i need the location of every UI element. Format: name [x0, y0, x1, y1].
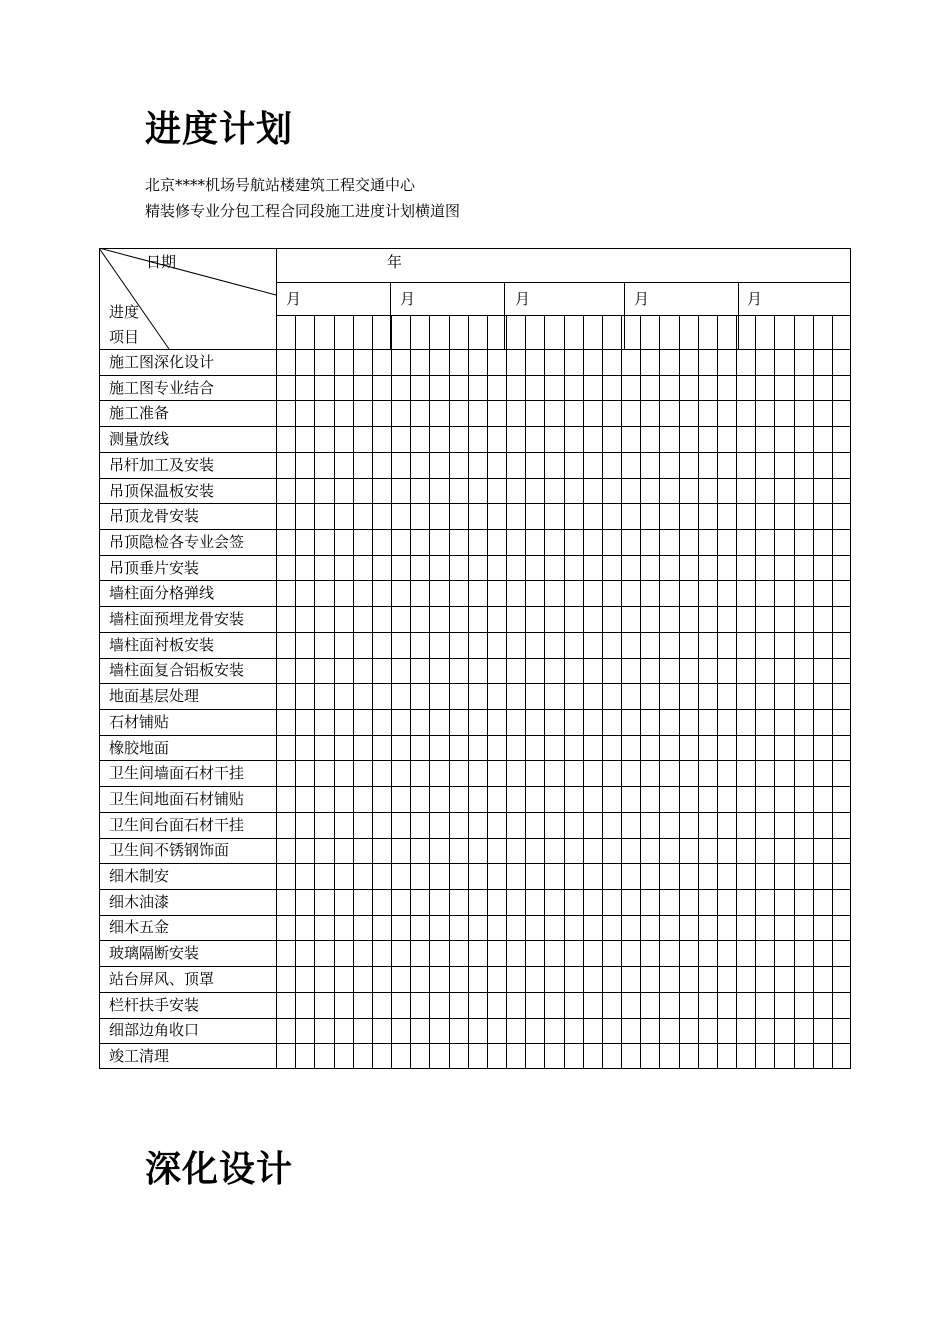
day-column-line: [736, 315, 737, 1069]
task-row-line: [99, 503, 851, 504]
day-column-line: [295, 315, 296, 1069]
day-column-line: [334, 315, 335, 1069]
day-column-line: [717, 315, 718, 1069]
task-label: 施工准备: [109, 404, 170, 423]
task-row-line: [99, 992, 851, 993]
month-divider: [738, 282, 739, 349]
day-column-line: [774, 315, 775, 1069]
task-row-line: [99, 400, 851, 401]
day-column-line: [506, 315, 507, 1069]
section-title-deepening-design: 深化设计: [145, 1149, 294, 1190]
task-label: 栏杆扶手安装: [109, 995, 200, 1014]
task-label: 橡胶地面: [109, 738, 170, 757]
task-label: 细木制安: [109, 867, 170, 885]
task-row-line: [99, 658, 851, 659]
task-label: 地面基层处理: [109, 687, 200, 706]
subtitle-line-2: 精装修专业分包工程合同段施工进度计划横道图: [145, 202, 461, 220]
gantt-table: [99, 248, 851, 1069]
task-row-line: [99, 683, 851, 684]
day-column-line: [564, 315, 565, 1069]
task-row-line: [99, 760, 851, 761]
item-label: 项目: [109, 328, 140, 346]
task-row-line: [99, 426, 851, 427]
task-row-line: [99, 966, 851, 967]
task-label: 石材铺贴: [109, 712, 170, 731]
day-column-line: [525, 315, 526, 1069]
date-label: 日期: [146, 253, 177, 271]
task-label: 玻璃隔断安装: [109, 944, 200, 963]
task-label: 吊顶保温板安装: [109, 481, 215, 500]
task-label: 墙柱面预埋龙骨安装: [109, 610, 245, 628]
task-label: 施工图专业结合: [109, 378, 215, 397]
task-row-line: [99, 606, 851, 607]
task-row-line: [99, 889, 851, 890]
task-label: 卫生间地面石材铺贴: [109, 789, 245, 808]
page-title: 进度计划: [145, 109, 294, 150]
task-label: 吊顶龙骨安装: [109, 507, 200, 526]
day-column-line: [391, 315, 392, 1069]
month-label-3: 月: [515, 290, 531, 308]
task-label: 吊顶垂片安装: [109, 558, 200, 577]
task-label: 卫生间不锈钢饰面: [109, 841, 230, 860]
day-column-line: [583, 315, 584, 1069]
task-label: 墙柱面复合铝板安装: [109, 661, 245, 680]
day-column-line: [602, 315, 603, 1069]
day-column-line: [832, 315, 833, 1069]
task-label: 细木油漆: [109, 892, 170, 911]
day-column-line: [698, 315, 699, 1069]
task-row-line: [99, 915, 851, 916]
subtitle-line-1: 北京****机场号航站楼建筑工程交通中心: [145, 176, 416, 194]
day-column-line: [794, 315, 795, 1069]
task-row-line: [99, 838, 851, 839]
task-row-line: [99, 812, 851, 813]
task-row-line: [99, 529, 851, 530]
task-label: 测量放线: [109, 430, 170, 449]
day-column-line: [449, 315, 450, 1069]
task-row-line: [99, 452, 851, 453]
task-row-line: [99, 1018, 851, 1019]
task-label: 墙柱面衬板安装: [109, 635, 215, 654]
month-label-1: 月: [286, 290, 302, 308]
task-row-line: [99, 375, 851, 376]
task-row-line: [99, 863, 851, 864]
task-row-line: [99, 1043, 851, 1044]
day-column-line: [410, 315, 411, 1069]
day-column-line: [429, 315, 430, 1069]
day-column-line: [813, 315, 814, 1069]
day-column-line: [679, 315, 680, 1069]
month-label-5: 月: [747, 290, 763, 308]
day-column-line: [487, 315, 488, 1069]
day-column-line: [314, 315, 315, 1069]
day-column-line: [640, 315, 641, 1069]
task-row-line: [99, 735, 851, 736]
day-column-line: [468, 315, 469, 1069]
month-divider: [624, 282, 625, 349]
month-label-4: 月: [634, 290, 650, 308]
task-row-line: [99, 786, 851, 787]
task-label: 细部边角收口: [109, 1021, 200, 1040]
task-label: 吊顶隐检各专业会签: [109, 532, 245, 551]
task-row-line: [99, 632, 851, 633]
task-label: 施工图深化设计: [109, 353, 215, 371]
task-row-line: [99, 478, 851, 479]
task-label: 细木五金: [109, 918, 170, 937]
task-row-line: [99, 580, 851, 581]
year-row-divider: [276, 282, 851, 283]
day-column-line: [372, 315, 373, 1069]
day-column-line: [755, 315, 756, 1069]
month-label-2: 月: [400, 290, 416, 308]
task-row-line: [99, 940, 851, 941]
task-label: 卫生间墙面石材干挂: [109, 764, 245, 783]
table-border-bottom: [99, 1068, 851, 1069]
task-label: 吊杆加工及安装: [109, 455, 215, 474]
task-row-line: [99, 709, 851, 710]
year-label: 年: [387, 253, 403, 271]
day-column-line: [621, 315, 622, 1069]
task-row-line: [99, 555, 851, 556]
day-column-line: [544, 315, 545, 1069]
day-column-line: [659, 315, 660, 1069]
month-divider: [504, 282, 505, 349]
day-column-line: [353, 315, 354, 1069]
progress-label: 进度: [109, 303, 140, 321]
task-label: 站台屏风、顶罩: [109, 969, 215, 988]
task-label: 墙柱面分格弹线: [109, 584, 215, 603]
task-label: 竣工清理: [109, 1046, 170, 1065]
task-label: 卫生间台面石材干挂: [109, 815, 245, 834]
